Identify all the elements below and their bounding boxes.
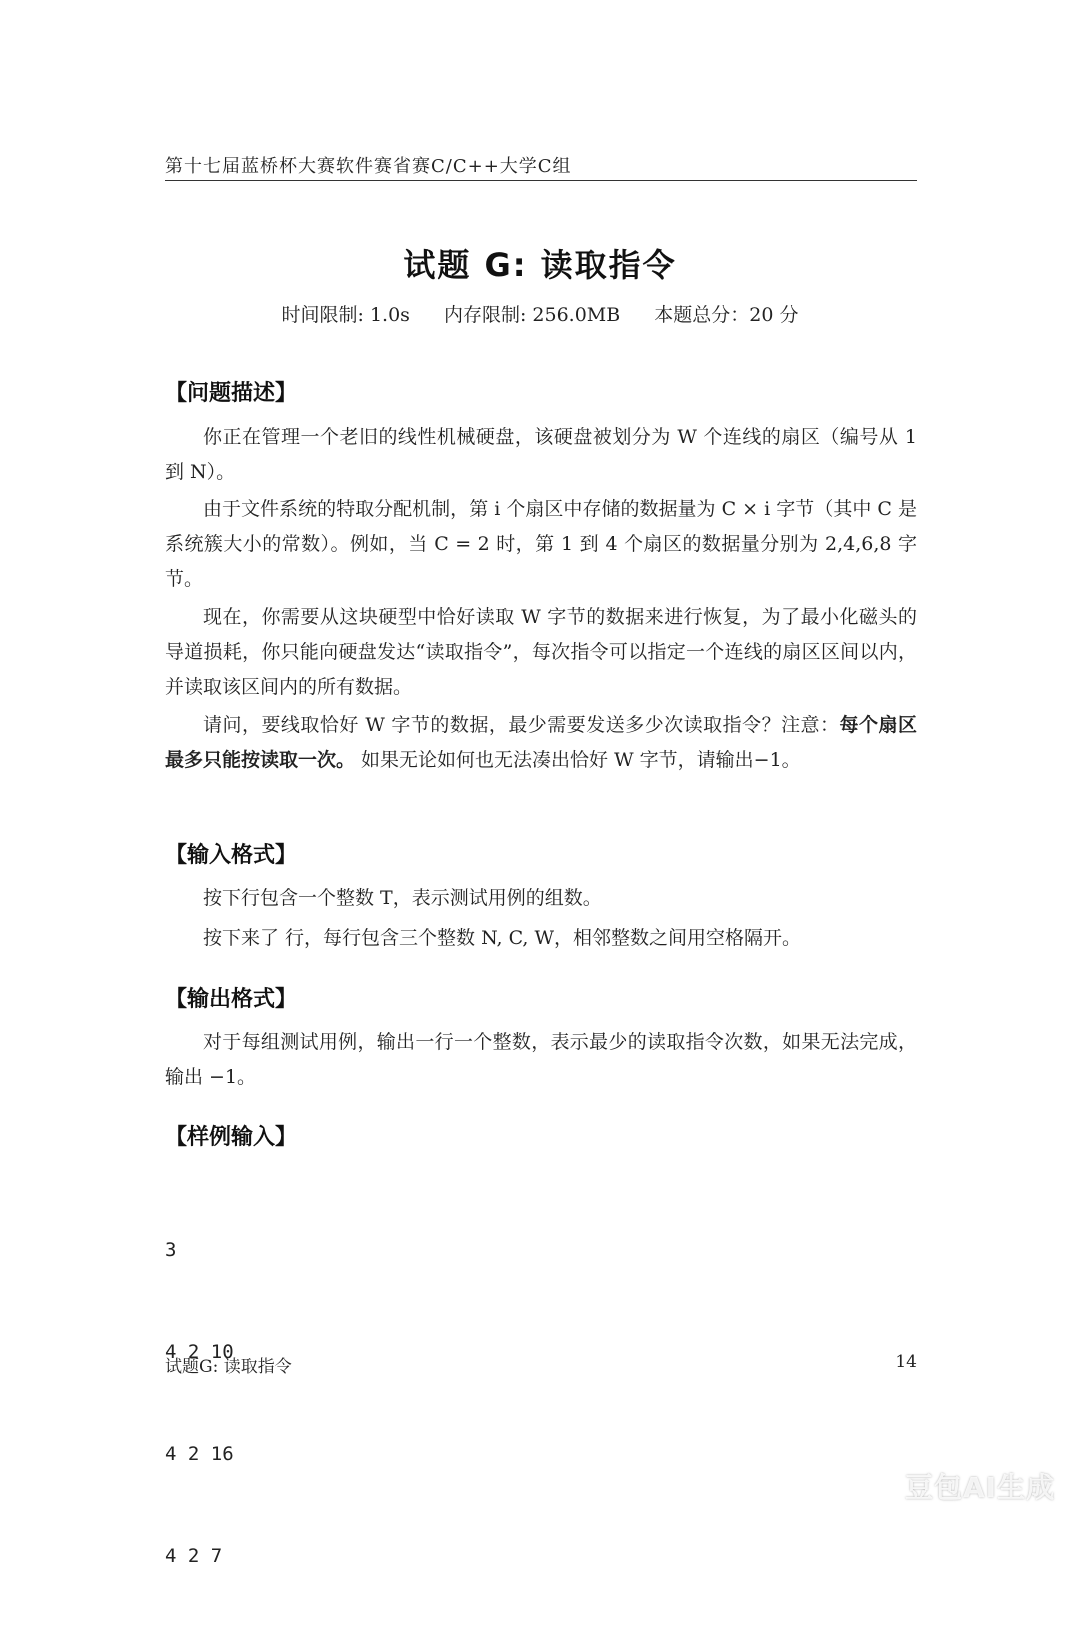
page-number: 14	[895, 1352, 917, 1372]
description-paragraph-4-text-a: 请问，要线取恰好 W 字节的数据，最少需要发送多少次读取指令？注意：	[203, 714, 840, 736]
description-paragraph-4-text-b: 如果无论如何也无法凑出恰好 W 字节，请输出−1。	[355, 749, 801, 771]
running-footer: 试题G: 读取指令	[165, 1357, 292, 1377]
problem-title: 试题 G: 读取指令	[403, 246, 677, 284]
input-format-paragraph-2: 按下来了 行，每行包含三个整数 N, C, W，相邻整数之间用空格隔开。	[203, 927, 802, 949]
header-rule	[165, 180, 917, 181]
watermark: 豆包AI生成	[905, 1471, 1056, 1504]
sample-input-heading: 【样例输入】	[165, 1125, 298, 1150]
description-paragraph-3: 现在，你需要从这块硬型中恰好读取 W 字节的数据来进行恢复，为了最小化磁头的导道损耗，你只能向硬盘发达“读取指令”，每次指令可以指定一个连线的扇区区间以内，并读取该区间内的所有数据。	[165, 606, 917, 698]
description-paragraph-1: 你正在管理一个老旧的线性机械硬盘，该硬盘被划分为 W 个连线的扇区（编号从 1 到 N）。	[165, 426, 917, 483]
description-heading: 【问题描述】	[165, 381, 298, 406]
memory-limit: 内存限制: 256.0MB	[443, 304, 621, 326]
sample-input-block	[165, 1165, 565, 1641]
sample-input-line: 4 2 10	[165, 1341, 234, 1363]
description-paragraph-2: 由于文件系统的特取分配机制，第 i 个扇区中存储的数据量为 C × i 字节（其中 C 是系统簇大小的常数）。例如，当 C = 2 时，第 1 到 4 个扇区的数据量分别为 2,4,6,8 字节。	[165, 498, 917, 590]
sample-input-line: 4 2 7	[165, 1545, 223, 1567]
output-format-paragraph: 对于每组测试用例，输出一行一个整数，表示最少的读取指令次数，如果无法完成，输出 −1。	[165, 1031, 917, 1088]
total-score: 本题总分：20 分	[654, 304, 799, 326]
sample-input-line: 4 2 16	[165, 1443, 234, 1465]
sample-input-line: 3	[165, 1239, 177, 1261]
output-format-heading: 【输出格式】	[165, 987, 298, 1012]
description-paragraph-4	[165, 708, 917, 778]
problem-limits	[0, 300, 1080, 327]
input-format-paragraph-1: 按下行包含一个整数 T，表示测试用例的组数。	[203, 887, 602, 909]
input-format-heading: 【输入格式】	[165, 843, 298, 868]
time-limit: 时间限制: 1.0s	[281, 304, 410, 326]
running-header: 第十七届蓝桥杯大赛软件赛省赛C/C++大学C组	[165, 156, 572, 177]
description-paragraph-4-emphasis: 每个扇区最多只能按读取一次。	[165, 714, 917, 771]
